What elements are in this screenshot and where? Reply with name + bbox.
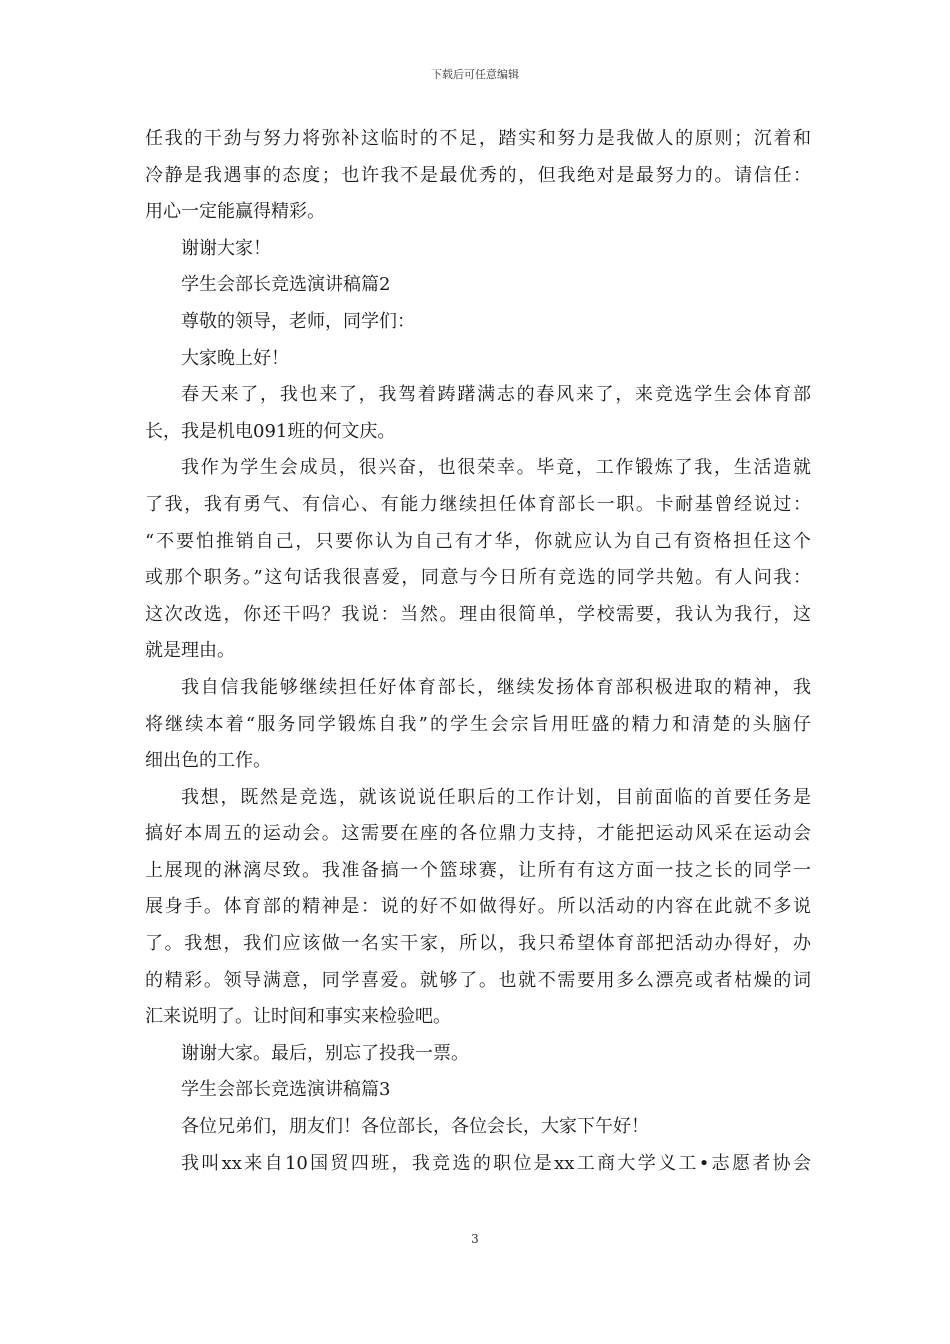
text-line: 春天来了，我也来了，我驾着踌躇满志的春风来了，来竞选学生会体育部 bbox=[181, 384, 811, 406]
page-number: 3 bbox=[471, 1232, 479, 1246]
text-line: 搞好本周五的运动会。这需要在座的各位鼎力支持，才能把运动风采在运动会 bbox=[145, 823, 811, 845]
text-line: 了我，我有勇气、有信心、有能力继续担任体育部长一职。卡耐基曾经说过： bbox=[145, 493, 811, 515]
text-line: 将继续本着“服务同学锻炼自我”的学生会宗旨用旺盛的精力和清楚的头脑仔 bbox=[145, 713, 811, 735]
text-line: 大家晚上好！ bbox=[181, 347, 289, 369]
text-line: 我作为学生会成员，很兴奋，也很荣幸。毕竟，工作锻炼了我，生活造就 bbox=[181, 457, 811, 479]
text-line: 谢谢大家。最后，别忘了投我一票。 bbox=[181, 1042, 469, 1064]
text-line: 这次改选，你还干吗？我说：当然。理由很简单，学校需要，我认为我行，这 bbox=[145, 603, 811, 625]
text-line: 任我的干劲与努力将弥补这临时的不足，踏实和努力是我做人的原则；沉着和 bbox=[145, 128, 811, 149]
text-line: 我想，既然是竞选，就该说说任职后的工作计划，目前面临的首要任务是 bbox=[181, 786, 811, 808]
text-line: 我叫xx来自10国贸四班，我竞选的职位是xx工商大学义工•志愿者协会 bbox=[181, 1152, 811, 1174]
text-line: 的精彩。领导满意，同学喜爱。就够了。也就不需要用多么漂亮或者枯燥的词 bbox=[145, 969, 811, 991]
text-line: 长，我是机电091班的何文庆。 bbox=[145, 420, 396, 442]
text-line: 学生会部长竞选演讲稿篇3 bbox=[181, 1079, 391, 1101]
text-line: 细出色的工作。 bbox=[145, 750, 271, 772]
text-line: 或那个职务。”这句话我很喜爱，同意与今日所有竞选的同学共勉。有人问我： bbox=[145, 567, 811, 589]
text-line: 尊敬的领导，老师，同学们： bbox=[181, 310, 415, 332]
text-line: 冷静是我遇事的态度；也许我不是最优秀的，但我绝对是最努力的。请信任： bbox=[145, 164, 811, 186]
page-header: 下载后可任意编辑 bbox=[431, 68, 519, 81]
text-line: “不要怕推销自己，只要你认为自己有才华，你就应认为自己有资格担任这个 bbox=[145, 530, 811, 552]
text-line: 了。我想，我们应该做一名实干家，所以，我只希望体育部把活动办得好，办 bbox=[145, 933, 811, 955]
document-body bbox=[145, 121, 811, 1182]
text-line: 谢谢大家！ bbox=[181, 237, 271, 259]
text-line: 汇来说明了。让时间和事实来检验吧。 bbox=[145, 1006, 451, 1028]
text-line: 就是理由。 bbox=[145, 640, 235, 662]
text-line: 学生会部长竞选演讲稿篇2 bbox=[181, 274, 391, 296]
text-line: 用心一定能赢得精彩。 bbox=[145, 201, 325, 223]
text-line: 各位兄弟们，朋友们！各位部长，各位会长，大家下午好！ bbox=[181, 1116, 649, 1138]
text-line: 我自信我能够继续担任好体育部长，继续发扬体育部积极进取的精神，我 bbox=[181, 676, 811, 698]
text-line: 上展现的淋漓尽致。我准备搞一个篮球赛，让所有有这方面一技之长的同学一 bbox=[145, 859, 811, 881]
text-line: 展身手。体育部的精神是：说的好不如做得好。所以活动的内容在此就不多说 bbox=[145, 896, 811, 918]
